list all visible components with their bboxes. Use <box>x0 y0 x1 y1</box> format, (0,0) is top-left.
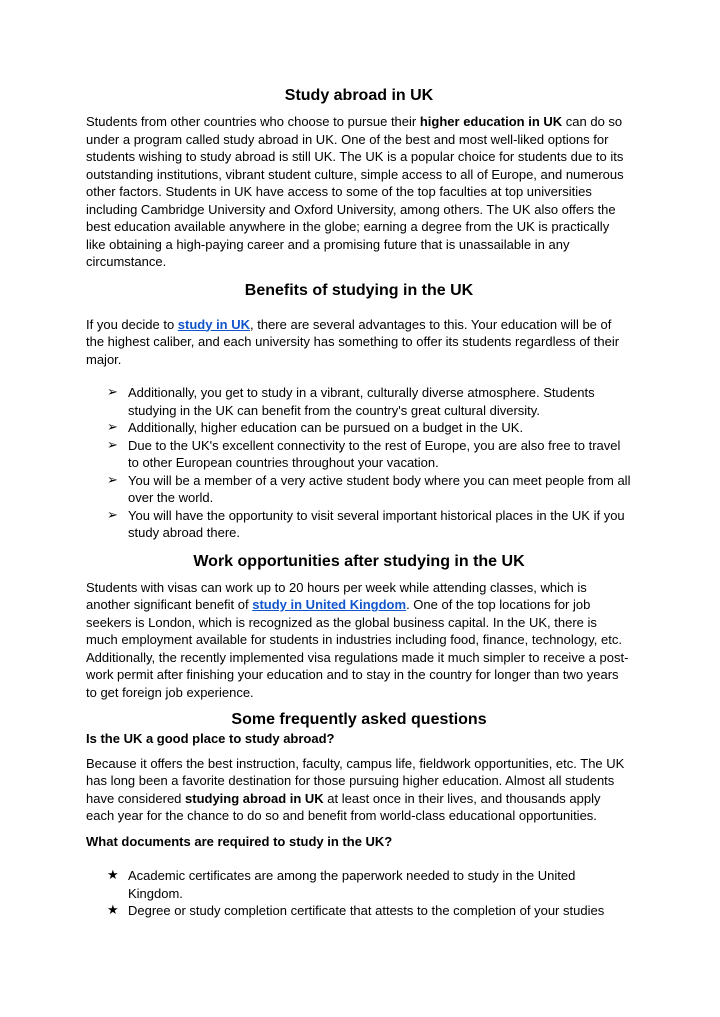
faq-answer-text-1: Because it offers the best instruction, faculty, campus life, fieldwork opportunities, etc. The UK has long been a favorite destination for those pursuing higher education. Almost all students have considered <box>86 755 625 806</box>
arrowhead-bullet-icon: ➢ <box>107 437 118 453</box>
work-text-1: Students with visas can work up to 20 hours per week while attending classes, which is another significant benefit of <box>86 579 587 612</box>
list-item <box>86 507 632 542</box>
star-bullet-icon: ★ <box>107 903 119 918</box>
faq-answer-text-2: at least once in their lives, and thousands apply each year for the chance to do so and benefit from world-class educational opportunities. <box>86 790 601 823</box>
faq-question-1: Is the UK a good place to study abroad? <box>86 731 335 746</box>
faq-question-2: What documents are required to study in the UK? <box>86 833 393 849</box>
intro-bold-phrase: higher education in UK <box>419 114 563 129</box>
list-item <box>86 902 632 920</box>
benefits-heading: Benefits of studying in the UK <box>244 281 474 299</box>
list-item-text: Additionally, higher education can be pursued on a budget in the UK. <box>128 420 524 435</box>
documents-list <box>86 867 632 920</box>
list-item-text: Academic certificates are among the paperwork needed to study in the United Kingdom. <box>128 868 576 901</box>
benefits-list <box>86 384 632 542</box>
arrowhead-bullet-icon: ➢ <box>107 385 118 400</box>
intro-text-1: Students from other countries who choose to pursue their <box>86 114 420 129</box>
list-item-text: Additionally, you get to study in a vibrant, culturally diverse atmosphere. Students studying in the UK can benefit from the country's great cultural diversity. <box>128 385 595 418</box>
benefits-text-1: If you decide to <box>86 316 178 332</box>
study-in-uk-link[interactable]: study in UK <box>177 316 251 332</box>
arrowhead-bullet-icon: ➢ <box>107 507 118 523</box>
benefits-text-2: , there are several advantages to this. Your education will be of the highest caliber, and each university has something to offer its students regardless of their major. <box>86 316 620 367</box>
faq-answer-bold-phrase: studying abroad in UK <box>185 790 324 806</box>
intro-paragraph <box>86 113 632 271</box>
arrowhead-bullet-icon: ➢ <box>107 420 118 435</box>
star-bullet-icon: ★ <box>107 868 119 883</box>
list-item <box>86 867 632 902</box>
list-item-text: You will be a member of a very active student body where you can meet people from all over the world. <box>128 472 631 505</box>
list-item-text: Degree or study completion certificate that attests to the completion of your studies <box>128 903 605 918</box>
faq-answer-1 <box>86 755 632 825</box>
list-item <box>86 472 632 507</box>
list-item <box>86 437 632 472</box>
work-text-2: . One of the top locations for job seekers is London, which is recognized as the global business capital. In the UK, there is much employment available for students in industries including food, finance, technology, etc. Additionally, the recently implemented visa regulations made it much simpler to receive a post-work permit after finishing your education and to stay in the country for longer than two years to get foreign job experience. <box>86 597 629 700</box>
list-item-text: You will have the opportunity to visit several important historical places in the UK if you study abroad there. <box>128 507 625 540</box>
study-in-united-kingdom-link[interactable]: study in United Kingdom <box>252 597 407 612</box>
work-paragraph <box>86 579 632 702</box>
list-item <box>86 419 632 437</box>
document-title: Study abroad in UK <box>284 87 434 104</box>
faq-heading: Some frequently asked questions <box>231 711 487 728</box>
list-item <box>86 384 632 419</box>
benefits-paragraph <box>86 316 632 369</box>
list-item-text: Due to the UK's excellent connectivity to the rest of Europe, you are also free to travel to other European countries throughout your vacation. <box>128 437 621 470</box>
work-heading: Work opportunities after studying in the UK <box>193 552 525 570</box>
arrowhead-bullet-icon: ➢ <box>107 472 118 488</box>
intro-text-2: can do so under a program called study abroad in UK. One of the best and most well-liked options for students wishing to study abroad is still UK. The UK is a popular choice for students due to its outstanding institutions, vibrant student culture, simple access to all of Europe, and numerous other factors. Students in UK have access to some of the top faculties at top universities including Cambridge University and Oxford University, among others. The UK also offers the best education available anywhere in the globe; earning a degree from the UK is practically like obtaining a high-paying career and a promising future that is unassailable in any circumstance. <box>86 114 624 269</box>
